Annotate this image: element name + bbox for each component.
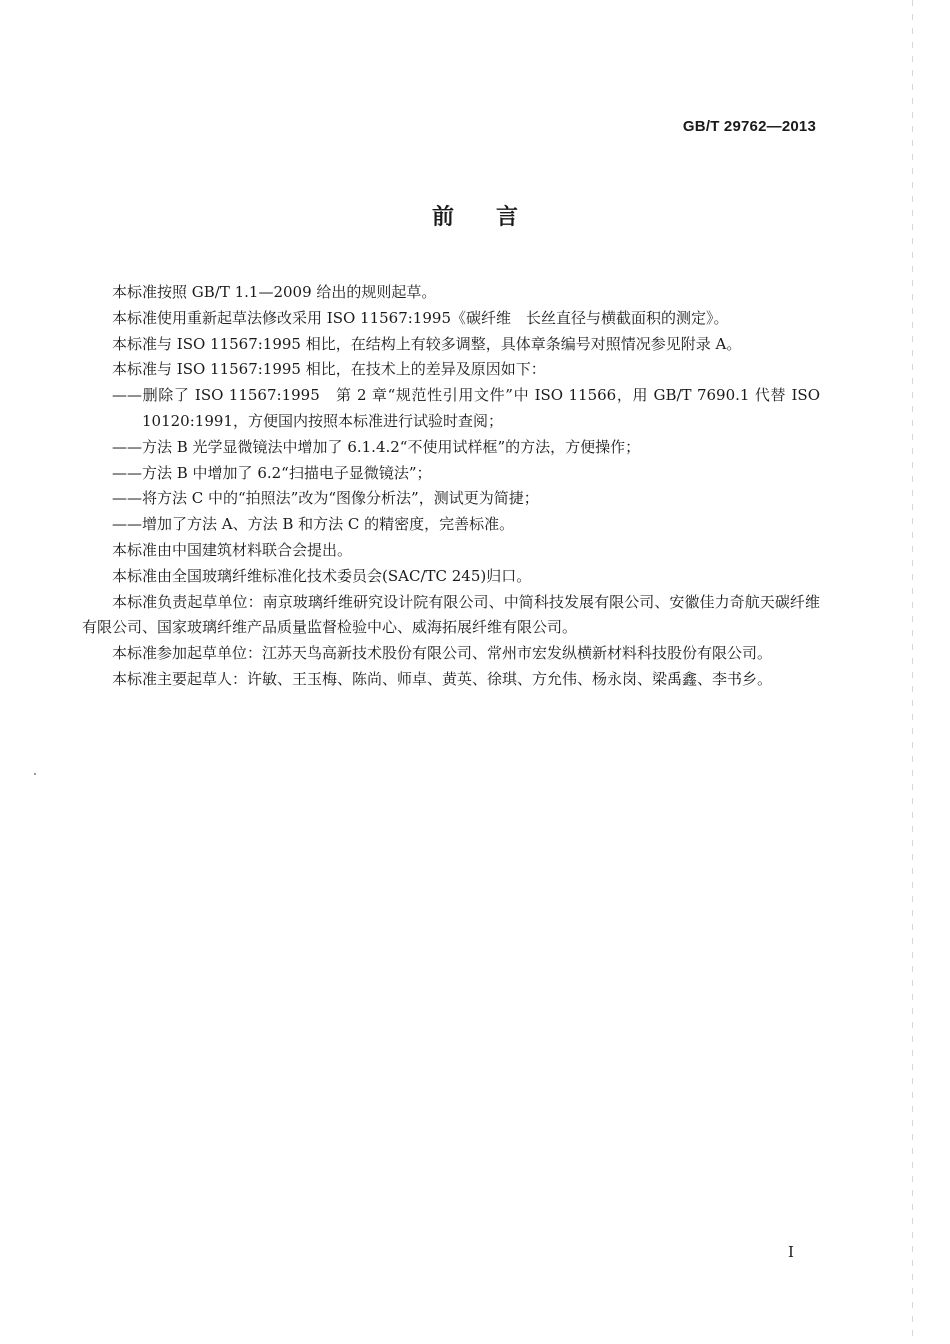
scan-speck <box>34 773 36 775</box>
difference-item: ——方法 B 光学显微镜法中增加了 6.1.4.2“不使用试样框”的方法，方便操作； <box>112 437 641 456</box>
paragraph: 本标准使用重新起草法修改采用 ISO 11567:1995《碳纤维 长丝直径与横截面积的测定》。 <box>112 308 729 327</box>
paragraph: 本标准由中国建筑材料联合会提出。 <box>112 540 353 559</box>
paragraph: 本标准与 ISO 11567:1995 相比，在结构上有较多调整，具体章条编号对照情况参见附录 A。 <box>112 334 742 353</box>
difference-item: ——增加了方法 A、方法 B 和方法 C 的精密度，完善标准。 <box>112 515 515 534</box>
page-number: I <box>788 1243 794 1261</box>
page-title: 前言 <box>431 205 560 230</box>
paragraph: 本标准参加起草单位：江苏天鸟高新技术股份有限公司、常州市宏发纵横新材料科技股份有限公司。 <box>112 644 773 663</box>
difference-item: ——方法 B 中增加了 6.2“扫描电子显微镜法”； <box>112 463 432 482</box>
paragraph: 本标准由全国玻璃纤维标准化技术委员会(SAC/TC 245)归口。 <box>112 566 532 585</box>
paragraph: 本标准按照 GB/T 1.1—2009 给出的规则起草。 <box>112 283 437 301</box>
standard-code: GB/T 29762—2013 <box>682 118 816 135</box>
paragraph: 本标准负责起草单位：南京玻璃纤维研究设计院有限公司、中简科技发展有限公司、安徽佳力奇航天碳纤维有限公司、国家玻璃纤维产品质量监督检验中心、威海拓展纤维有限公司。 <box>82 592 820 637</box>
difference-item: ——将方法 C 中的“拍照法”改为“图像分析法”，测试更为简捷； <box>112 489 539 508</box>
paragraph: 本标准与 ISO 11567:1995 相比，在技术上的差异及原因如下： <box>112 360 546 379</box>
scan-edge-line <box>912 0 913 1344</box>
difference-item: ——删除了 ISO 11567:1995 第 2 章“规范性引用文件”中 ISO 11566，用 GB/T 7690.1 代替 ISO 10120:1991，方便国内按照本标准进行试验时查阅； <box>112 386 820 430</box>
paragraph: 本标准主要起草人：许敏、王玉梅、陈尚、师卓、黄英、徐琪、方允伟、杨永岗、梁禹鑫、李书乡。 <box>112 669 773 688</box>
foreword-body <box>82 280 820 693</box>
